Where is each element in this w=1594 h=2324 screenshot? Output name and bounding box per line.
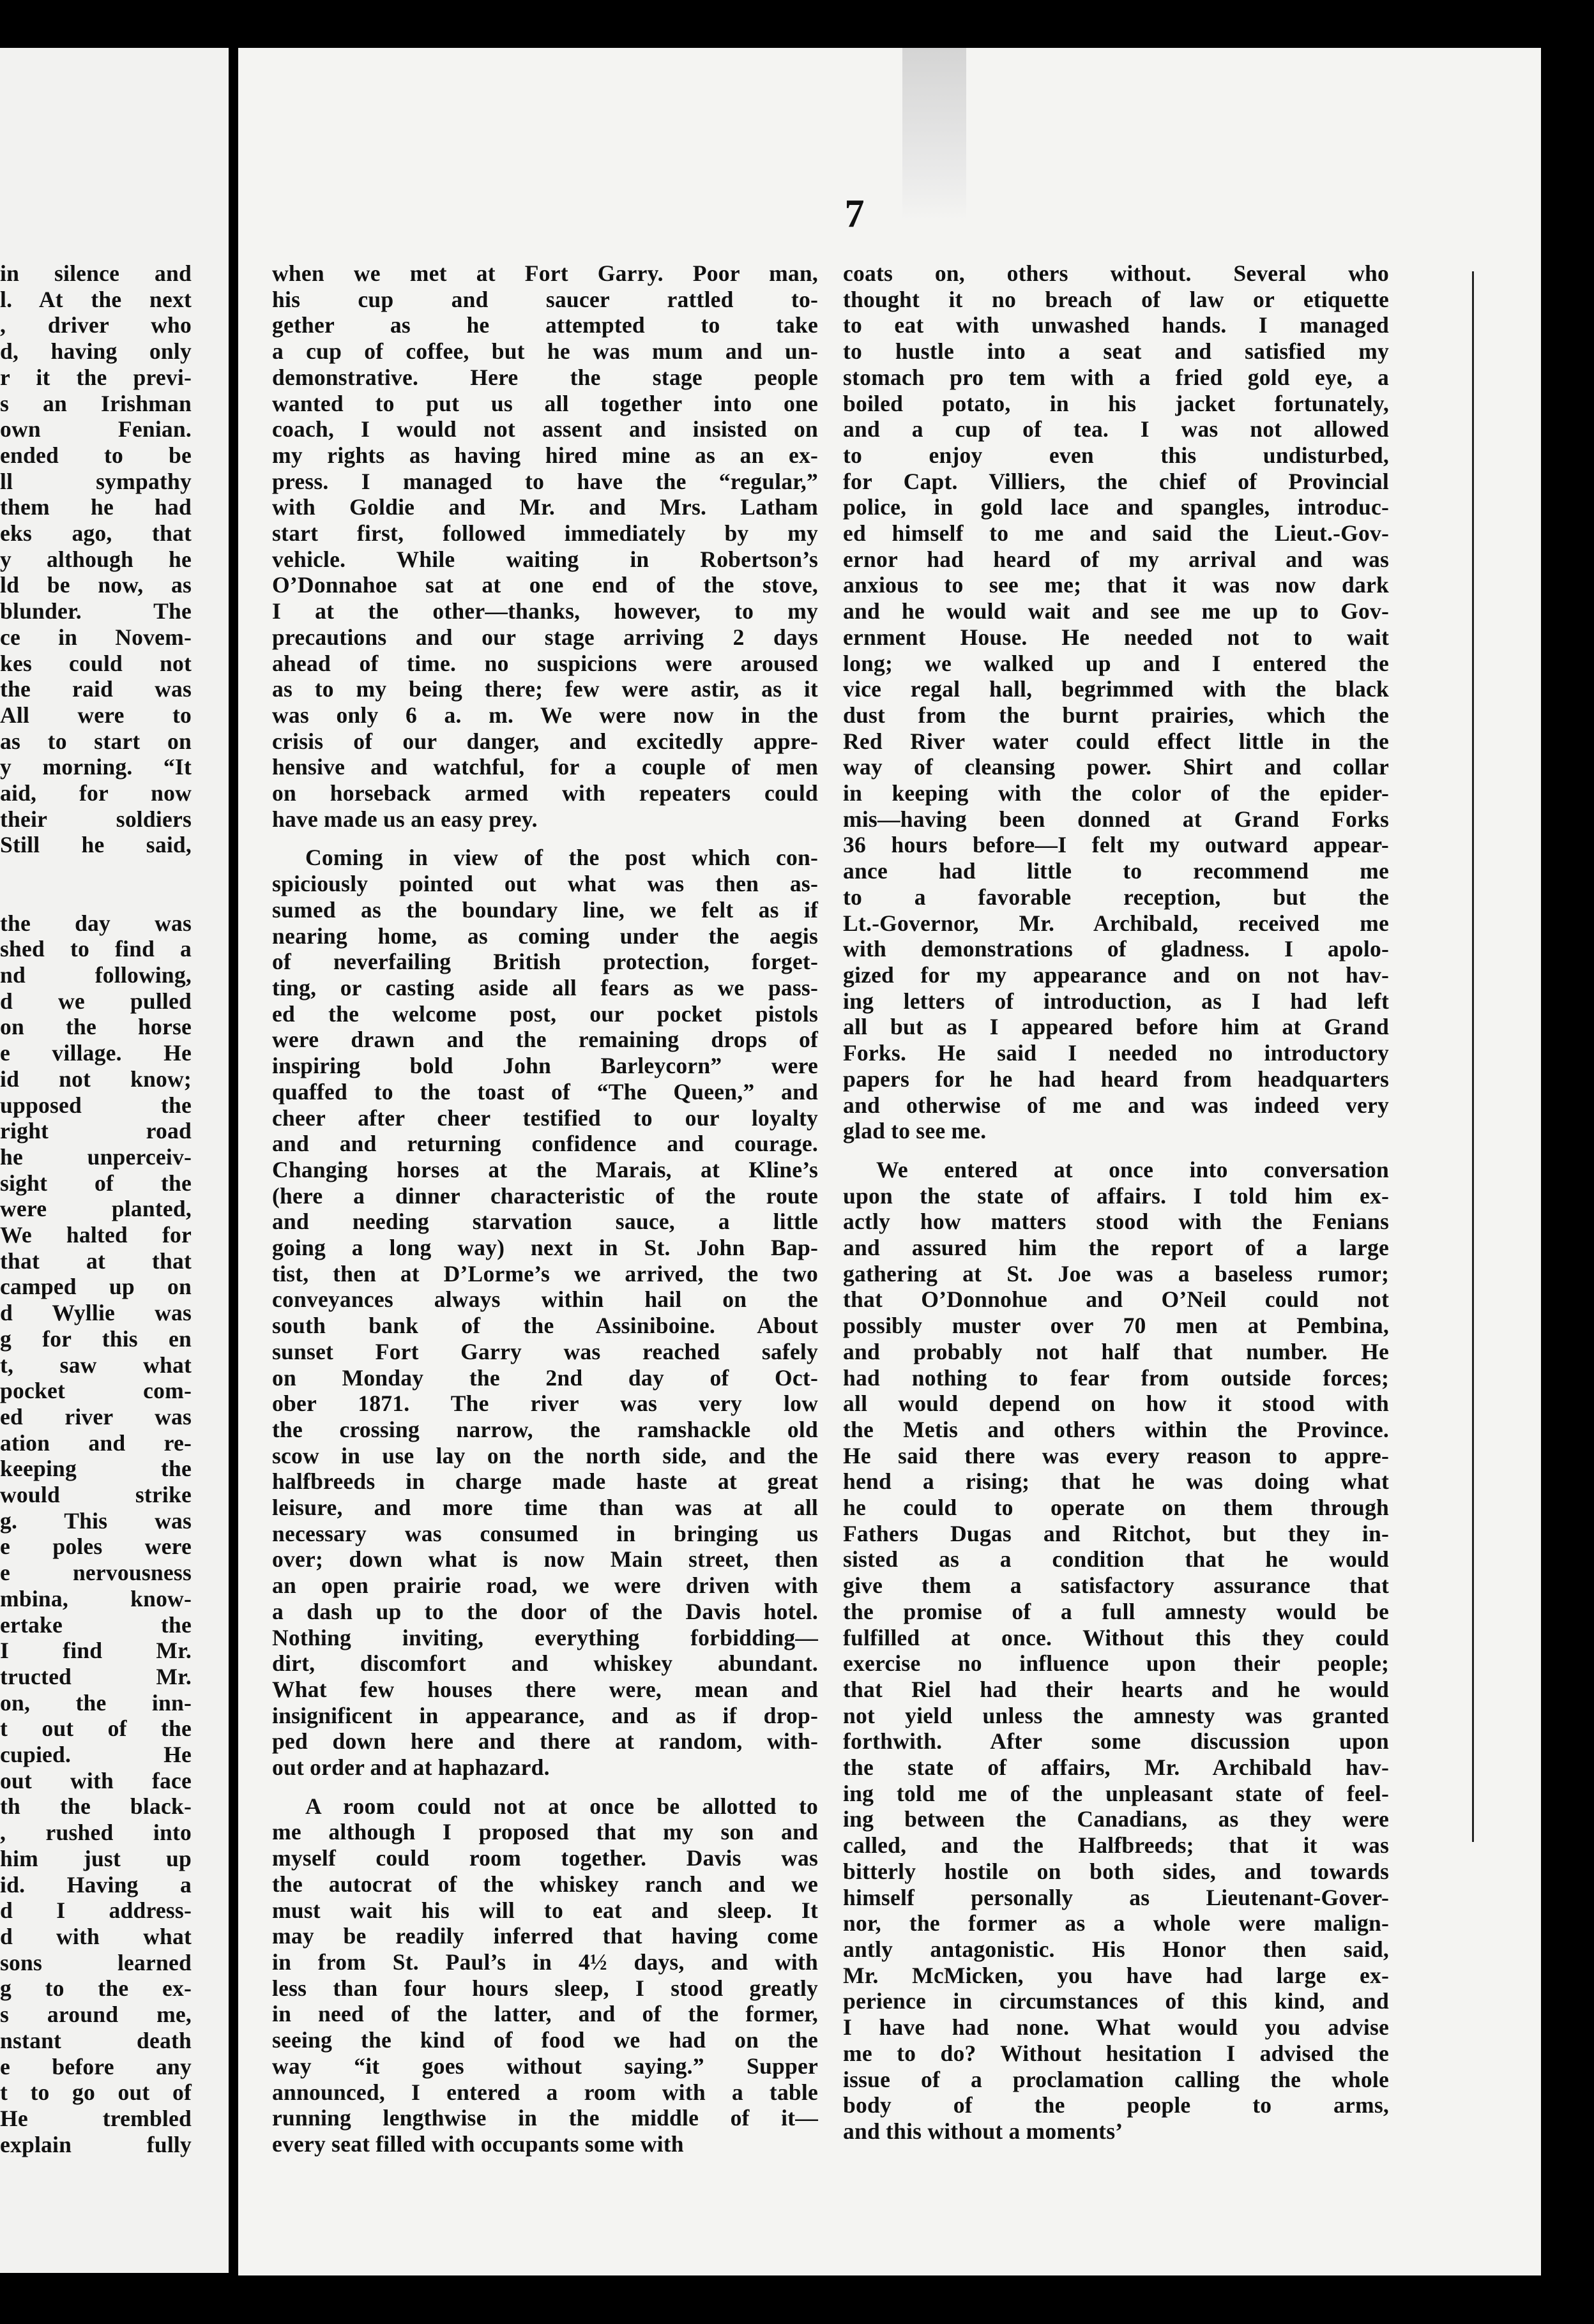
text-line: a dash up to the door of the Davis hotel. [272, 1598, 818, 1624]
text-line: ing told me of the unpleasant state of feel- [843, 1780, 1389, 1806]
left-fragment-line: We halted for [0, 1222, 192, 1248]
left-fragment-line: kes could not [0, 650, 192, 676]
text-line: all would depend on how it stood with [843, 1391, 1389, 1417]
text-line: was only 6 a. m. We were now in the [272, 702, 818, 728]
text-line: had nothing to fear from outside forces; [843, 1364, 1389, 1391]
text-line: nearing home, as coming under the aegis [272, 923, 818, 949]
text-line: on horseback armed with repeaters could [272, 780, 818, 806]
text-line: to enjoy even this undisturbed, [843, 442, 1389, 468]
text-line: gether as he attempted to take [272, 312, 818, 338]
text-line: and otherwise of me and was indeed very [843, 1092, 1389, 1118]
text-line: anxious to see me; that it was now dark [843, 572, 1389, 598]
left-fragment-line: tructed Mr. [0, 1663, 192, 1689]
text-line: leisure, and more time than was at all [272, 1495, 818, 1521]
text-line: in from St. Paul’s in 4½ days, and with [272, 1949, 818, 1975]
left-fragment-line: he unperceiv- [0, 1143, 192, 1170]
text-line: my rights as having hired mine as an ex- [272, 442, 818, 468]
left-fragment-line: keeping the [0, 1456, 192, 1482]
text-line: halfbreeds in charge made haste at great [272, 1468, 818, 1495]
text-line: ting, or casting aside all fears as we pass- [272, 974, 818, 1000]
text-line: coach, I would not assent and insisted on [272, 416, 818, 442]
left-fragment-line: mbina, know- [0, 1585, 192, 1611]
left-fragment-line: them he had [0, 494, 192, 520]
text-line: in keeping with the color of the epider- [843, 780, 1389, 806]
text-line: thought it no breach of law or etiquette [843, 286, 1389, 312]
left-fragment-line: g for this en [0, 1325, 192, 1352]
left-fragment-line: d with what [0, 1924, 192, 1949]
left-page-text [0, 260, 192, 2157]
text-line: me to do? Without hesitation I advised the [843, 2040, 1389, 2066]
left-fragment-line: th the black- [0, 1793, 192, 1820]
text-line: papers for he had heard from headquarters [843, 1066, 1389, 1092]
text-line: sisted as a condition that he would [843, 1546, 1389, 1573]
text-line: ped down here and there at random, with- [272, 1728, 818, 1754]
left-fragment-line: d I address- [0, 1898, 192, 1924]
left-fragment-line: He trembled [0, 2105, 192, 2131]
text-line: hensive and watchful, for a couple of men [272, 754, 818, 780]
text-line: going a long way) next in St. John Bap- [272, 1235, 818, 1261]
left-fragment-line: nd following, [0, 962, 192, 988]
text-line: Coming in view of the post which con- [305, 845, 818, 871]
text-line: gized for my appearance and on not hav- [843, 962, 1389, 988]
text-line: coats on, others without. Several who [843, 260, 1389, 286]
text-line: myself could room together. Davis was [272, 1845, 818, 1871]
left-fragment-line: ce in Novem- [0, 624, 192, 650]
text-line: dust from the burnt prairies, which the [843, 702, 1389, 728]
text-line: police, in gold lace and spangles, introduc- [843, 494, 1389, 520]
left-fragment-line: d we pulled [0, 988, 192, 1014]
text-line: himself personally as Lieutenant-Gover- [843, 1884, 1389, 1910]
text-line: that Riel had their hearts and he would [843, 1676, 1389, 1702]
column-divider [1472, 271, 1474, 1842]
left-fragment-line: on, the inn- [0, 1689, 192, 1716]
text-line: I at the other—thanks, however, to my [272, 598, 818, 624]
text-line: seeing the kind of food we had on the [272, 2027, 818, 2053]
left-fragment-line: y although he [0, 546, 192, 572]
text-line: ernor had heard of my arrival and was [843, 546, 1389, 572]
text-line: spiciously pointed out what was then as- [272, 871, 818, 897]
text-line: inspiring bold John Barleycorn” were [272, 1053, 818, 1079]
left-fragment-line: t out of the [0, 1716, 192, 1742]
text-line: the promise of a full amnesty would be [843, 1598, 1389, 1624]
left-fragment-line: the raid was [0, 676, 192, 702]
text-line: Fathers Dugas and Ritchot, but they in- [843, 1520, 1389, 1546]
text-line: for Capt. Villiers, the chief of Provincial [843, 468, 1389, 494]
paragraph [272, 1793, 818, 2157]
left-fragment-line: t to go out of [0, 2079, 192, 2106]
text-line: way “it goes without saying.” Supper [272, 2053, 818, 2079]
text-line: sunset Fort Garry was reached safely [272, 1338, 818, 1364]
left-fragment-line: s around me, [0, 2002, 192, 2028]
left-fragment-line: id. Having a [0, 1871, 192, 1898]
text-line: long; we walked up and I entered the [843, 650, 1389, 676]
left-fragment-line: camped up on [0, 1274, 192, 1300]
left-fragment-line: out with face [0, 1767, 192, 1793]
text-line: (here a dinner characteristic of the route [272, 1182, 818, 1209]
text-line: Nothing inviting, everything forbidding— [272, 1624, 818, 1650]
left-fragment-line: were planted, [0, 1196, 192, 1222]
left-fragment-line: that at that [0, 1248, 192, 1274]
text-line: the autocrat of the whiskey ranch and we [272, 1871, 818, 1897]
text-line: ance had little to recommend me [843, 858, 1389, 884]
left-fragment-line: y morning. “It [0, 754, 192, 780]
left-fragment-line: sight of the [0, 1170, 192, 1196]
text-line: announced, I entered a room with a table [272, 2079, 818, 2105]
text-line: bitterly hostile on both sides, and towards [843, 1858, 1389, 1884]
text-line: ing letters of introduction, as I had left [843, 988, 1389, 1014]
left-fragment-line: ertake the [0, 1611, 192, 1638]
left-page-fragment [0, 48, 229, 2273]
left-fragment-line: blunder. The [0, 598, 192, 624]
text-line: and and returning confidence and courage. [272, 1131, 818, 1157]
text-line: body of the people to arms, [843, 2092, 1389, 2118]
text-line: his cup and saucer rattled to- [272, 286, 818, 312]
text-line: were drawn and the remaining drops of [272, 1027, 818, 1053]
text-line: necessary was consumed in bringing us [272, 1520, 818, 1546]
text-line: out order and at haphazard. [272, 1754, 550, 1781]
text-line: of neverfailing British protection, forget- [272, 949, 818, 975]
text-line: Red River water could effect little in the [843, 728, 1389, 754]
text-line: upon the state of affairs. I told him ex- [843, 1182, 1389, 1209]
right-page [238, 48, 1541, 2275]
left-fragment-line: g to the ex- [0, 1975, 192, 2002]
text-line: less than four hours sleep, I stood greatly [272, 1975, 818, 2001]
text-line: and this without a moments’ [843, 2118, 1123, 2144]
paragraph-gap [843, 1144, 1389, 1157]
left-fragment-line: Still he said, [0, 832, 192, 858]
text-line: boiled potato, in his jacket fortunately, [843, 390, 1389, 416]
text-line: quaffed to the toast of “The Queen,” and [272, 1078, 818, 1105]
left-fragment-line: own Fenian. [0, 416, 192, 442]
paragraph [272, 845, 818, 1780]
text-line: ed the welcome post, our pocket pistols [272, 1000, 818, 1027]
left-fragment-line: All were to [0, 702, 192, 728]
text-line: running lengthwise in the middle of it— [272, 2105, 818, 2131]
left-fragment-line: nstant death [0, 2027, 192, 2053]
text-line: with Goldie and Mr. and Mrs. Latham [272, 494, 818, 520]
left-fragment-line: the day was [0, 910, 192, 936]
text-line: he could to operate on them through [843, 1495, 1389, 1521]
left-fragment-line: s an Irishman [0, 390, 192, 416]
text-line: hend a rising; that he was doing what [843, 1468, 1389, 1495]
left-fragment-line: as to start on [0, 728, 192, 754]
text-line: demonstrative. Here the stage people [272, 364, 818, 390]
paragraph [272, 260, 818, 832]
text-line: and assured him the report of a large [843, 1235, 1389, 1261]
left-fragment-line: g. This was [0, 1507, 192, 1534]
text-line: dirt, discomfort and whiskey abundant. [272, 1650, 818, 1677]
text-line: ernment House. He needed not to wait [843, 624, 1389, 650]
text-line: not yield unless the amnesty was granted [843, 1702, 1389, 1728]
text-line: actly how matters stood with the Fenians [843, 1209, 1389, 1235]
page-number: 7 [844, 192, 865, 236]
text-line: give them a satisfactory assurance that [843, 1573, 1389, 1599]
text-line: all but as I appeared before him at Grand [843, 1014, 1389, 1040]
left-fragment-line: r it the previ- [0, 364, 192, 390]
text-line: may be readily inferred that having come [272, 1923, 818, 1949]
left-fragment-line: explain fully [0, 2131, 192, 2157]
left-fragment-line: eks ago, that [0, 520, 192, 547]
text-line: vice regal hall, begrimmed with the black [843, 676, 1389, 702]
left-fragment-line: , rushed into [0, 1820, 192, 1846]
paragraph [843, 260, 1389, 1144]
text-line: must wait his will to eat and sleep. It [272, 1897, 818, 1923]
text-line: and a cup of tea. I was not allowed [843, 416, 1389, 442]
left-fragment-line: t, saw what [0, 1352, 192, 1378]
left-fragment-line: d, having only [0, 338, 192, 365]
text-line: He said there was every reason to appre- [843, 1442, 1389, 1468]
text-line: ed himself to me and said the Lieut.-Gov- [843, 520, 1389, 547]
text-column-left [272, 260, 818, 2157]
left-fragment-line: l. At the next [0, 286, 192, 312]
text-line: perience in circumstances of this kind, and [843, 1988, 1389, 2014]
text-line: to a favorable reception, but the [843, 884, 1389, 910]
text-line: I have had none. What would you advise [843, 2014, 1389, 2041]
text-line: south bank of the Assiniboine. About [272, 1313, 818, 1339]
left-fragment-line [0, 858, 192, 884]
text-line: Lt.-Governor, Mr. Archibald, received me [843, 910, 1389, 936]
text-line: A room could not at once be allotted to [305, 1793, 818, 1819]
left-fragment-line: I find Mr. [0, 1638, 192, 1664]
text-line: Mr. McMicken, you have had large ex- [843, 1962, 1389, 1988]
text-column-right [843, 260, 1389, 2145]
text-line: scow in use lay on the north side, and the [272, 1442, 818, 1468]
left-fragment-line: cupied. He [0, 1742, 192, 1768]
left-fragment-line: in silence and [0, 260, 192, 286]
text-line: a cup of coffee, but he was mum and un- [272, 338, 818, 365]
text-line: tist, then at D’Lorme’s we arrived, the two [272, 1260, 818, 1286]
left-fragment-line: him just up [0, 1845, 192, 1871]
text-line: What few houses there were, mean and [272, 1676, 818, 1702]
text-line: the Metis and others within the Province. [843, 1416, 1389, 1442]
text-line: when we met at Fort Garry. Poor man, [272, 260, 818, 286]
text-line: on Monday the 2nd day of Oct- [272, 1364, 818, 1391]
text-line: in need of the latter, and of the former, [272, 2001, 818, 2027]
text-line: Changing horses at the Marais, at Kline’s [272, 1156, 818, 1182]
left-fragment-line: upposed the [0, 1092, 192, 1118]
text-line: sumed as the boundary line, we felt as if [272, 896, 818, 923]
left-fragment-line: ll sympathy [0, 468, 192, 494]
left-fragment-line: would strike [0, 1482, 192, 1508]
text-line: insignificent in appearance, and as if drop- [272, 1702, 818, 1728]
text-line: to eat with unwashed hands. I managed [843, 312, 1389, 338]
text-line: We entered at once into conversation [876, 1156, 1389, 1182]
text-line: cheer after cheer testified to our loyalty [272, 1105, 818, 1131]
text-line: as to my being there; few were astir, as it [272, 676, 818, 702]
text-line: precautions and our stage arriving 2 days [272, 624, 818, 650]
text-line: and needing starvation sauce, a little [272, 1209, 818, 1235]
text-line: and he would wait and see me up to Gov- [843, 598, 1389, 624]
text-line: every seat filled with occupants some with [272, 2131, 684, 2157]
paragraph-gap [272, 1781, 818, 1793]
left-fragment-line: e before any [0, 2053, 192, 2079]
left-fragment-line: ed river was [0, 1403, 192, 1430]
left-fragment-line: their soldiers [0, 806, 192, 832]
text-line: Forks. He said I needed no introductory [843, 1040, 1389, 1066]
text-line: vehicle. While waiting in Robertson’s [272, 546, 818, 572]
text-line: start first, followed immediately by my [272, 520, 818, 547]
text-line: issue of a proclamation calling the whole [843, 2066, 1389, 2092]
paragraph [843, 1157, 1389, 2145]
text-line: crisis of our danger, and excitedly appre- [272, 728, 818, 754]
text-line: to hustle into a seat and satisfied my [843, 338, 1389, 365]
left-fragment-line: e nervousness [0, 1560, 192, 1586]
text-line: press. I managed to have the “regular,” [272, 468, 818, 494]
left-fragment-line: e poles were [0, 1534, 192, 1560]
left-fragment-line: shed to find a [0, 936, 192, 962]
left-fragment-line: e village. He [0, 1040, 192, 1066]
text-line: me although I proposed that my son and [272, 1819, 818, 1845]
text-line: O’Donnahoe sat at one end of the stove, [272, 572, 818, 598]
text-line: fulfilled at once. Without this they could [843, 1624, 1389, 1650]
paragraph-gap [272, 832, 818, 845]
text-line: an open prairie road, we were driven with [272, 1573, 818, 1599]
left-fragment-line: , driver who [0, 312, 192, 338]
text-line: over; down what is now Main street, then [272, 1546, 818, 1573]
left-fragment-line: ended to be [0, 442, 192, 468]
text-line: antly antagonistic. His Honor then said, [843, 1936, 1389, 1962]
text-line: exercise no influence upon their people; [843, 1650, 1389, 1677]
text-line: mis—having been donned at Grand Forks [843, 806, 1389, 832]
left-fragment-line: id not know; [0, 1066, 192, 1092]
text-line: 36 hours before—I felt my outward appear- [843, 832, 1389, 858]
text-line: wanted to put us all together into one [272, 390, 818, 416]
left-fragment-line: right road [0, 1118, 192, 1144]
text-line: have made us an easy prey. [272, 806, 538, 832]
left-fragment-line: pocket com- [0, 1378, 192, 1404]
text-line: stomach pro tem with a fried gold eye, a [843, 364, 1389, 390]
left-fragment-line: ation and re- [0, 1430, 192, 1456]
text-line: conveyances always within hail on the [272, 1286, 818, 1313]
scan-smudge [902, 48, 966, 220]
text-line: way of cleansing power. Shirt and collar [843, 754, 1389, 780]
text-line: forthwith. After some discussion upon [843, 1728, 1389, 1754]
text-line: called, and the Halfbreeds; that it was [843, 1832, 1389, 1859]
text-line: ahead of time. no suspicions were aroused [272, 650, 818, 676]
text-line: the crossing narrow, the ramshackle old [272, 1416, 818, 1442]
left-fragment-line: sons learned [0, 1949, 192, 1975]
text-line: with demonstrations of gladness. I apolo- [843, 936, 1389, 962]
left-fragment-line: d Wyllie was [0, 1300, 192, 1326]
text-line: and probably not half that number. He [843, 1338, 1389, 1364]
left-fragment-line: ld be now, as [0, 572, 192, 598]
text-line: gathering at St. Joe was a baseless rumor; [843, 1260, 1389, 1286]
left-fragment-line: aid, for now [0, 780, 192, 806]
left-fragment-line: on the horse [0, 1014, 192, 1040]
text-line: nor, the former as a whole were malign- [843, 1910, 1389, 1936]
text-line: possibly muster over 70 men at Pembina, [843, 1313, 1389, 1339]
text-line: that O’Donnohue and O’Neil could not [843, 1286, 1389, 1313]
text-line: the state of affairs, Mr. Archibald hav- [843, 1754, 1389, 1781]
text-line: ober 1871. The river was very low [272, 1391, 818, 1417]
left-fragment-line [0, 884, 192, 910]
text-line: ing between the Canadians, as they were [843, 1806, 1389, 1832]
text-line: glad to see me. [843, 1118, 987, 1144]
